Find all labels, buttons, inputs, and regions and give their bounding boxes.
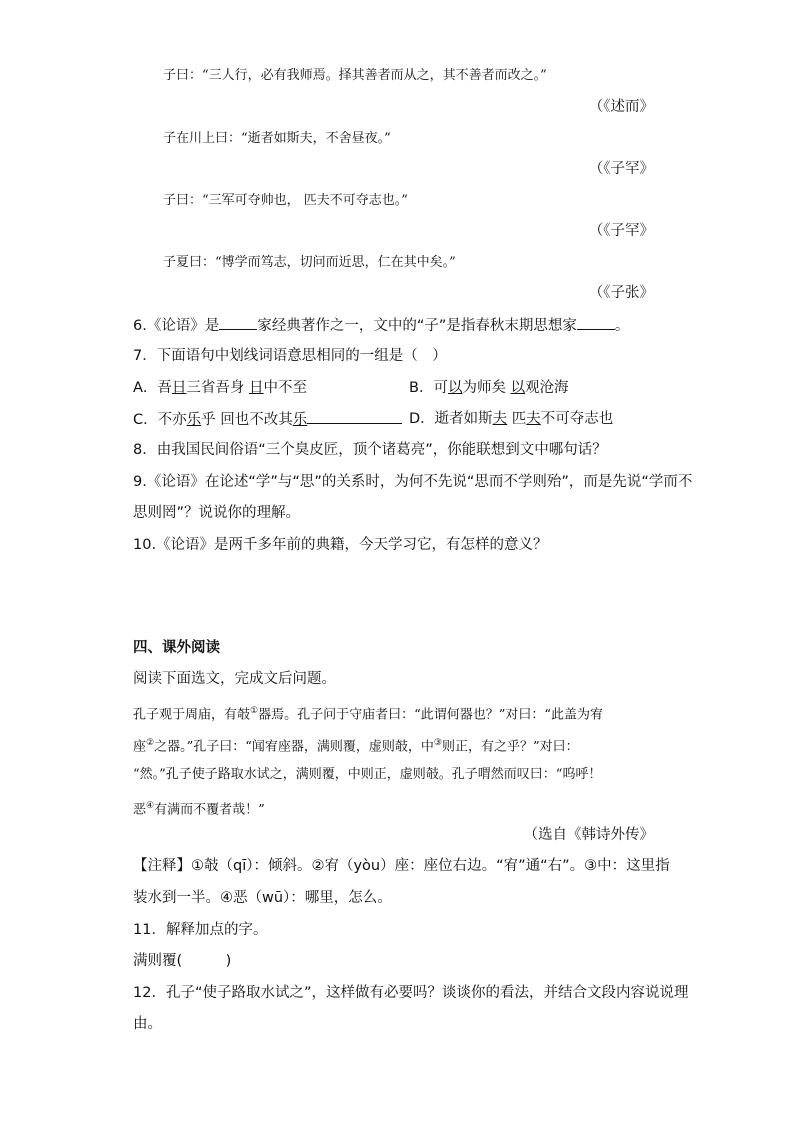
q7-b-label: B．可: [409, 380, 448, 396]
question-8: 8．由我国民间俗语“三个臭皮匠，顶个诸葛亮”，你能联想到文中哪句话？: [133, 442, 607, 458]
q6-blank-2[interactable]: [577, 315, 615, 330]
q7-c-label: C．不亦: [133, 412, 187, 428]
q7-option-b[interactable]: [409, 378, 569, 398]
passage-line-1: 子曰：“三人行，必有我师焉。择其善者而从之，其不善者而改之。”: [163, 68, 547, 83]
note-marker-4: ④: [146, 801, 155, 811]
excerpt-4a: 恶: [133, 802, 147, 818]
q7-option-a[interactable]: [133, 378, 307, 398]
note-marker-3: ③: [433, 738, 442, 748]
excerpt-2b: 之器。”孔子曰：“闻宥座器，满则覆，虚则攲，中: [154, 739, 434, 755]
excerpt-line-2: [133, 733, 579, 757]
passage-source-1: （《述而》: [588, 99, 654, 115]
question-11-item[interactable]: 满则覆( ): [133, 953, 232, 969]
q7-b-underlined-1: 以: [447, 380, 463, 396]
question-10: 10.《论语》是两千多年前的典籍，今天学习它，有怎样的意义？: [133, 537, 548, 553]
q6-part2: 家经典著作之一，文中的“子”是指春秋末期思想家: [257, 318, 577, 334]
excerpt-line-3: “然。”孔子使子路取水试之，满则覆，中则正，虚则攲。孔子喟然而叹曰：“呜呼！: [133, 767, 602, 782]
note-marker-2: ②: [146, 738, 155, 748]
q7-b-tail: 观沧海: [525, 380, 569, 396]
passage-line-2: 子在川上曰：“逝者如斯夫，不舍昼夜。”: [163, 131, 391, 146]
q7-c-underlined-2: 乐: [292, 412, 308, 428]
q7-c-underlined-1: 乐: [186, 412, 202, 428]
passage-line-3: 子曰：“三军可夺帅也， 匹夫不可夺志也。”: [163, 193, 408, 208]
excerpt-source: （选自《韩诗外传》: [523, 827, 654, 843]
q7-d-underlined-1: 夫: [492, 411, 508, 427]
passage-source-3: （《子罕》: [588, 223, 654, 239]
q7-a-underlined-2: 日: [249, 380, 264, 396]
excerpt-1b: 器焉。孔子问于守庙者曰：“此谓何器也？”对曰：“此盖为宥: [258, 707, 604, 723]
q7-a-mid: 三省吾身: [186, 380, 250, 396]
q6-part3: 。: [614, 318, 630, 334]
q6-part1: 6.《论语》是: [133, 318, 220, 334]
excerpt-2a: 座: [133, 739, 147, 755]
excerpt-line-1: [133, 701, 603, 725]
q7-b-underlined-2: 以: [510, 380, 526, 396]
question-9-line-1: 9.《论语》在论述“学”与“思”的关系时，为何不先说“思而不学则殆”，而是先说“学而不: [133, 474, 693, 490]
passage-source-2: （《子罕》: [588, 161, 654, 177]
question-6: [133, 315, 629, 336]
excerpt-1a: 孔子观于周庙，有攲: [133, 707, 251, 723]
question-12-line-1: 12．孔子“使子路取水试之”，这样做有必要吗？谈谈你的看法，并结合文段内容说说理: [133, 985, 689, 1001]
q7-d-tail: 不可夺志也: [540, 411, 614, 427]
question-12-line-2: 由。: [133, 1016, 162, 1032]
section-4-instruction: 阅读下面选文，完成文后问题。: [133, 671, 336, 687]
q7-d-label: D．逝者如斯: [409, 411, 493, 427]
q7-option-d[interactable]: [409, 409, 613, 429]
passage-line-4: 子夏曰：“博学而笃志，切问而近思，仁在其中矣。”: [163, 255, 456, 270]
q7-option-c[interactable]: [133, 409, 402, 430]
q6-blank-1[interactable]: [219, 315, 257, 330]
passage-source-4: （《子张》: [588, 285, 654, 301]
note-marker-1: ①: [250, 706, 259, 716]
excerpt-2c: 则正，有之乎？”对曰：: [441, 739, 579, 755]
question-9-line-2: 思则罔”？说说你的理解。: [133, 505, 301, 521]
q7-c-mid: 乎 回也不改其: [201, 412, 293, 428]
excerpt-4b: 有满而不覆者哉！”: [154, 802, 265, 818]
notes-line-1: 【注释】①攲（qī）：倾斜。②宥（yòu）座：座位右边。“宥”通“右”。③中：这里指: [133, 858, 670, 874]
q7-d-mid: 匹: [507, 411, 527, 427]
question-11: 11．解释加点的字。: [133, 922, 268, 938]
q7-b-mid: 为师矣: [462, 380, 511, 396]
q7-a-underlined-1: 日: [171, 380, 187, 396]
excerpt-line-4: [133, 796, 265, 820]
q7-a-label: A．吾: [133, 380, 172, 396]
question-7-stem: 7．下面语句中划线词语意思相同的一组是（ ）: [133, 348, 447, 364]
q7-a-tail: 中不至: [263, 380, 308, 396]
q7-d-underlined-2: 夫: [526, 411, 541, 427]
section-4-title: 四、课外阅读: [133, 640, 220, 656]
q7-c-underline-run: [307, 409, 402, 424]
notes-line-2: 装水到一半。④恶（wū）：哪里，怎么。: [133, 890, 392, 906]
